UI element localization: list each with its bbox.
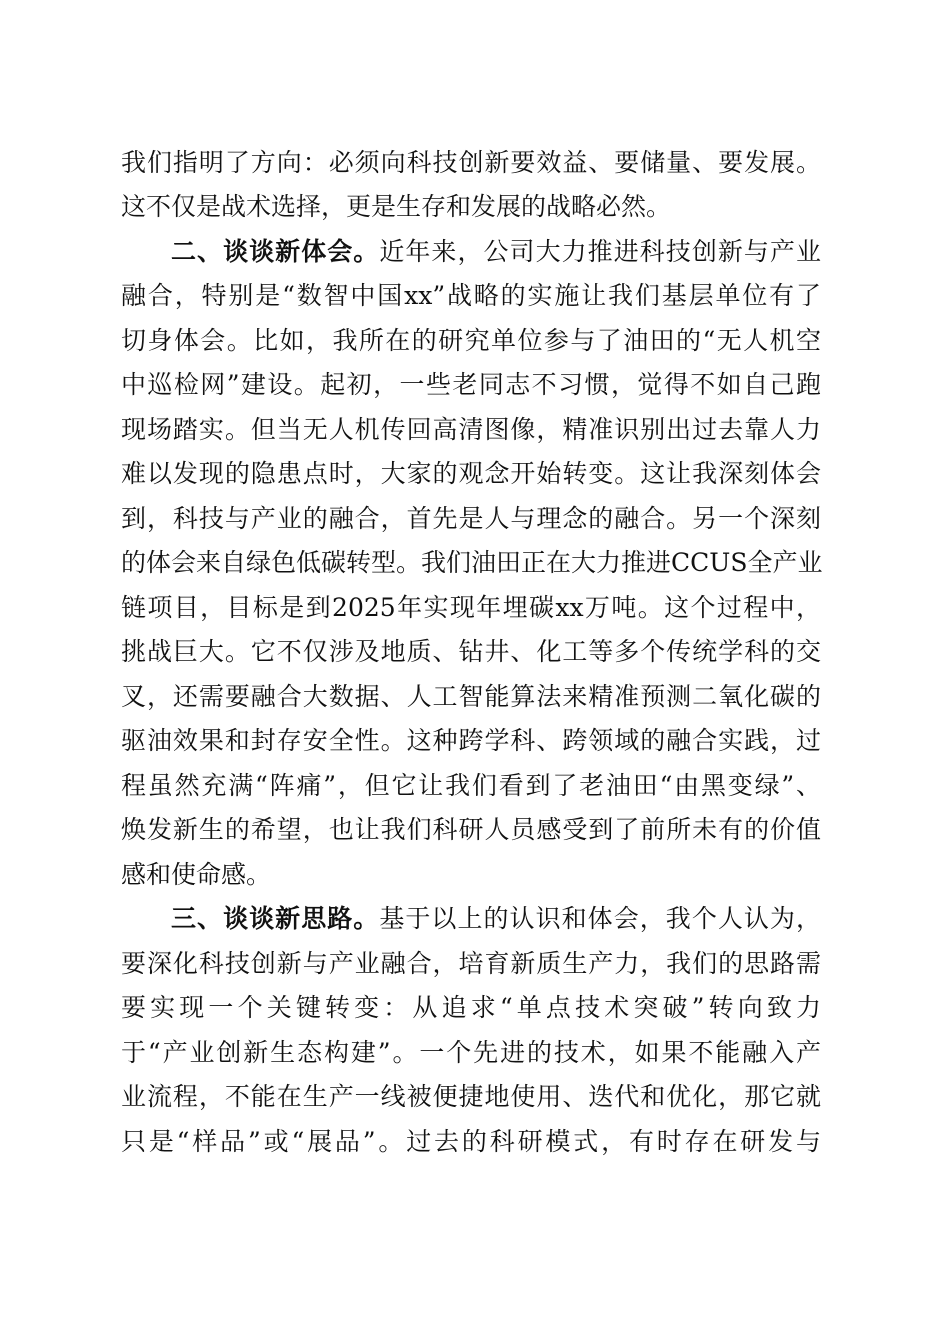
paragraph2-line: 感和使命感。: [121, 860, 272, 889]
paragraph3-line: 要实现一个关键转变：从追求“单点技术突破”转向致力: [121, 993, 821, 1022]
paragraph2-line: 中巡检网”建设。起初，一些老同志不习惯，觉得不如自己跑: [121, 370, 821, 399]
paragraph2-line: 挑战巨大。它不仅涉及地质、钻井、化工等多个传统学科的交: [121, 637, 821, 666]
paragraph2-line: 链项目，目标是到2025年实现年埋碳xx万吨。这个过程中，: [121, 593, 821, 622]
paragraph2-first-line-text: 近年来，公司大力推进科技创新与产业: [379, 237, 821, 266]
paragraph2-heading: 二、谈谈新体会。: [171, 237, 380, 266]
paragraph2-line: 到，科技与产业的融合，首先是人与理念的融合。另一个深刻: [121, 504, 821, 533]
paragraph2-line: 叉，还需要融合大数据、人工智能算法来精准预测二氧化碳的: [121, 682, 821, 711]
paragraph1-line-1: 我们指明了方向：必须向科技创新要效益、要储量、要发展。: [121, 148, 821, 177]
paragraph2-line: 切身体会。比如，我所在的研究单位参与了油田的“无人机空: [121, 326, 821, 355]
paragraph1-line-2: 这不仅是战术选择，更是生存和发展的战略必然。: [121, 192, 672, 221]
paragraph3-line: 要深化科技创新与产业融合，培育新质生产力，我们的思路需: [121, 949, 821, 978]
paragraph2-line: 焕发新生的希望，也让我们科研人员感受到了前所未有的价值: [121, 815, 821, 844]
paragraph2-line: 程虽然充满“阵痛”，但它让我们看到了老油田“由黑变绿”、: [121, 771, 821, 800]
paragraph3-first-line-text: 基于以上的认识和体会，我个人认为，: [379, 904, 821, 933]
paragraph3-line: 只是“样品”或“展品”。过去的科研模式，有时存在研发与: [121, 1127, 821, 1156]
paragraph2-line: 难以发现的隐患点时，大家的观念开始转变。这让我深刻体会: [121, 459, 821, 488]
paragraph2-line: 驱油效果和封存安全性。这种跨学科、跨领域的融合实践，过: [121, 726, 821, 755]
paragraph3-line: 于“产业创新生态构建”。一个先进的技术，如果不能融入产: [121, 1038, 821, 1067]
paragraph2-line: 融合，特别是“数智中国xx”战略的实施让我们基层单位有了: [121, 281, 821, 310]
paragraph3-heading: 三、谈谈新思路。: [171, 904, 380, 933]
paragraph2-line: 的体会来自绿色低碳转型。我们油田正在大力推进CCUS全产业: [121, 548, 823, 577]
paragraph3-first-line: [171, 899, 821, 939]
paragraph2-first-line: [171, 232, 821, 272]
paragraph3-line: 业流程，不能在生产一线被便捷地使用、迭代和优化，那它就: [121, 1082, 821, 1111]
paragraph2-line: 现场踏实。但当无人机传回高清图像，精准识别出过去靠人力: [121, 415, 821, 444]
